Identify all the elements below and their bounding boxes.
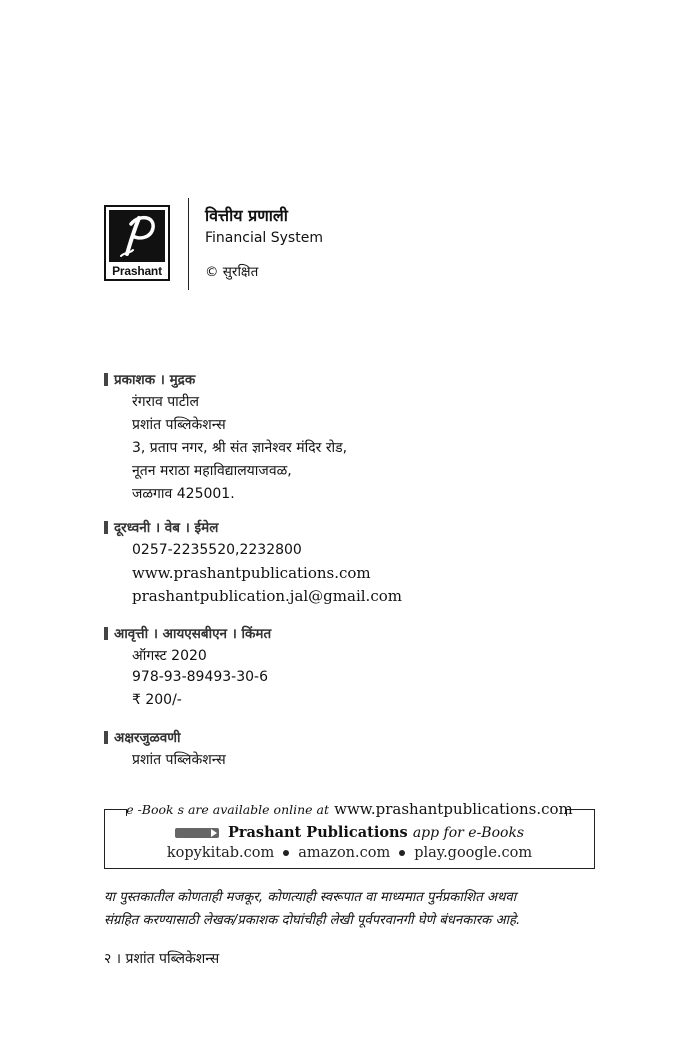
copyright-warning [104, 886, 599, 932]
notice-line: या पुस्तकातील कोणताही मजकूर, कोणत्याही स्वरूपात वा माध्यमात पुर्नप्रकाशित अथवा [104, 890, 517, 905]
publisher-line: रंगराव पाटील [132, 394, 199, 410]
store-link[interactable]: kopykitab.com [166, 845, 275, 861]
ebook-url[interactable]: www.prashantpublications.com [334, 800, 573, 818]
notice-line: संग्रहित करण्यासाठी लेखक/प्रकाशक दोघांचीही लेखी पूर्वपरवानगी घेणे बंधनकारक आहे. [104, 913, 521, 928]
ebook-caption-text: e -Book s are available online at [126, 802, 330, 817]
bullet-icon [399, 850, 405, 856]
typesetting-heading-text: अक्षरजुळवणी [114, 730, 181, 746]
download-badge-icon[interactable] [175, 828, 219, 838]
ebook-caption [105, 799, 594, 818]
publisher-line: जळगाव 425001. [132, 486, 235, 502]
copyright-notice: © सुरक्षित [205, 264, 259, 280]
edition-heading-text: आवृत्ती । आयएसबीएन । किंमत [114, 626, 272, 642]
title-divider [188, 198, 189, 290]
publisher-heading-text: प्रकाशक । मुद्रक [114, 372, 196, 388]
contact-heading-text: दूरध्वनी । वेब । ईमेल [114, 520, 219, 536]
ebook-app-row [105, 822, 594, 841]
typesetter-name: प्रशांत पब्लिकेशन्स [132, 752, 226, 768]
store-link[interactable]: amazon.com [298, 845, 391, 861]
ebook-stores [105, 845, 594, 861]
ebook-info-box [104, 800, 595, 869]
book-title-english: Financial System [205, 230, 323, 246]
price: ₹ 200/- [132, 692, 182, 708]
website-link[interactable]: www.prashantpublications.com [132, 564, 371, 582]
book-title-marathi: वित्तीय प्रणाली [205, 206, 288, 225]
publisher-logo [104, 205, 170, 281]
store-link[interactable]: play.google.com [414, 845, 533, 861]
ebook-publisher: Prashant Publications [227, 824, 408, 841]
phone-number: 0257-2235520,2232800 [132, 542, 302, 558]
email-link[interactable]: prashantpublication.jal@gmail.com [132, 587, 402, 605]
section-marker [104, 373, 108, 386]
isbn-number: 978-93-89493-30-6 [132, 669, 269, 685]
page-footer: २ । प्रशांत पब्लिकेशन्स [104, 951, 220, 967]
edition-heading [104, 624, 271, 642]
prashant-p-icon [109, 210, 165, 262]
logo-mark [109, 210, 165, 262]
contact-heading [104, 518, 218, 536]
typesetting-heading [104, 728, 181, 746]
publisher-heading [104, 370, 195, 388]
logo-text: Prashant [112, 264, 162, 278]
section-marker [104, 521, 108, 534]
publisher-line: 3, प्रताप नगर, श्री संत ज्ञानेश्वर मंदिर रोड, [132, 440, 348, 456]
bullet-icon [283, 850, 289, 856]
publisher-line: प्रशांत पब्लिकेशन्स [132, 417, 226, 433]
section-marker [104, 627, 108, 640]
edition-date: ऑगस्ट 2020 [132, 648, 207, 664]
section-marker [104, 731, 108, 744]
ebook-app-text: app for e-Books [412, 825, 525, 841]
publisher-line: नूतन मराठा महाविद्यालयाजवळ, [132, 463, 292, 479]
